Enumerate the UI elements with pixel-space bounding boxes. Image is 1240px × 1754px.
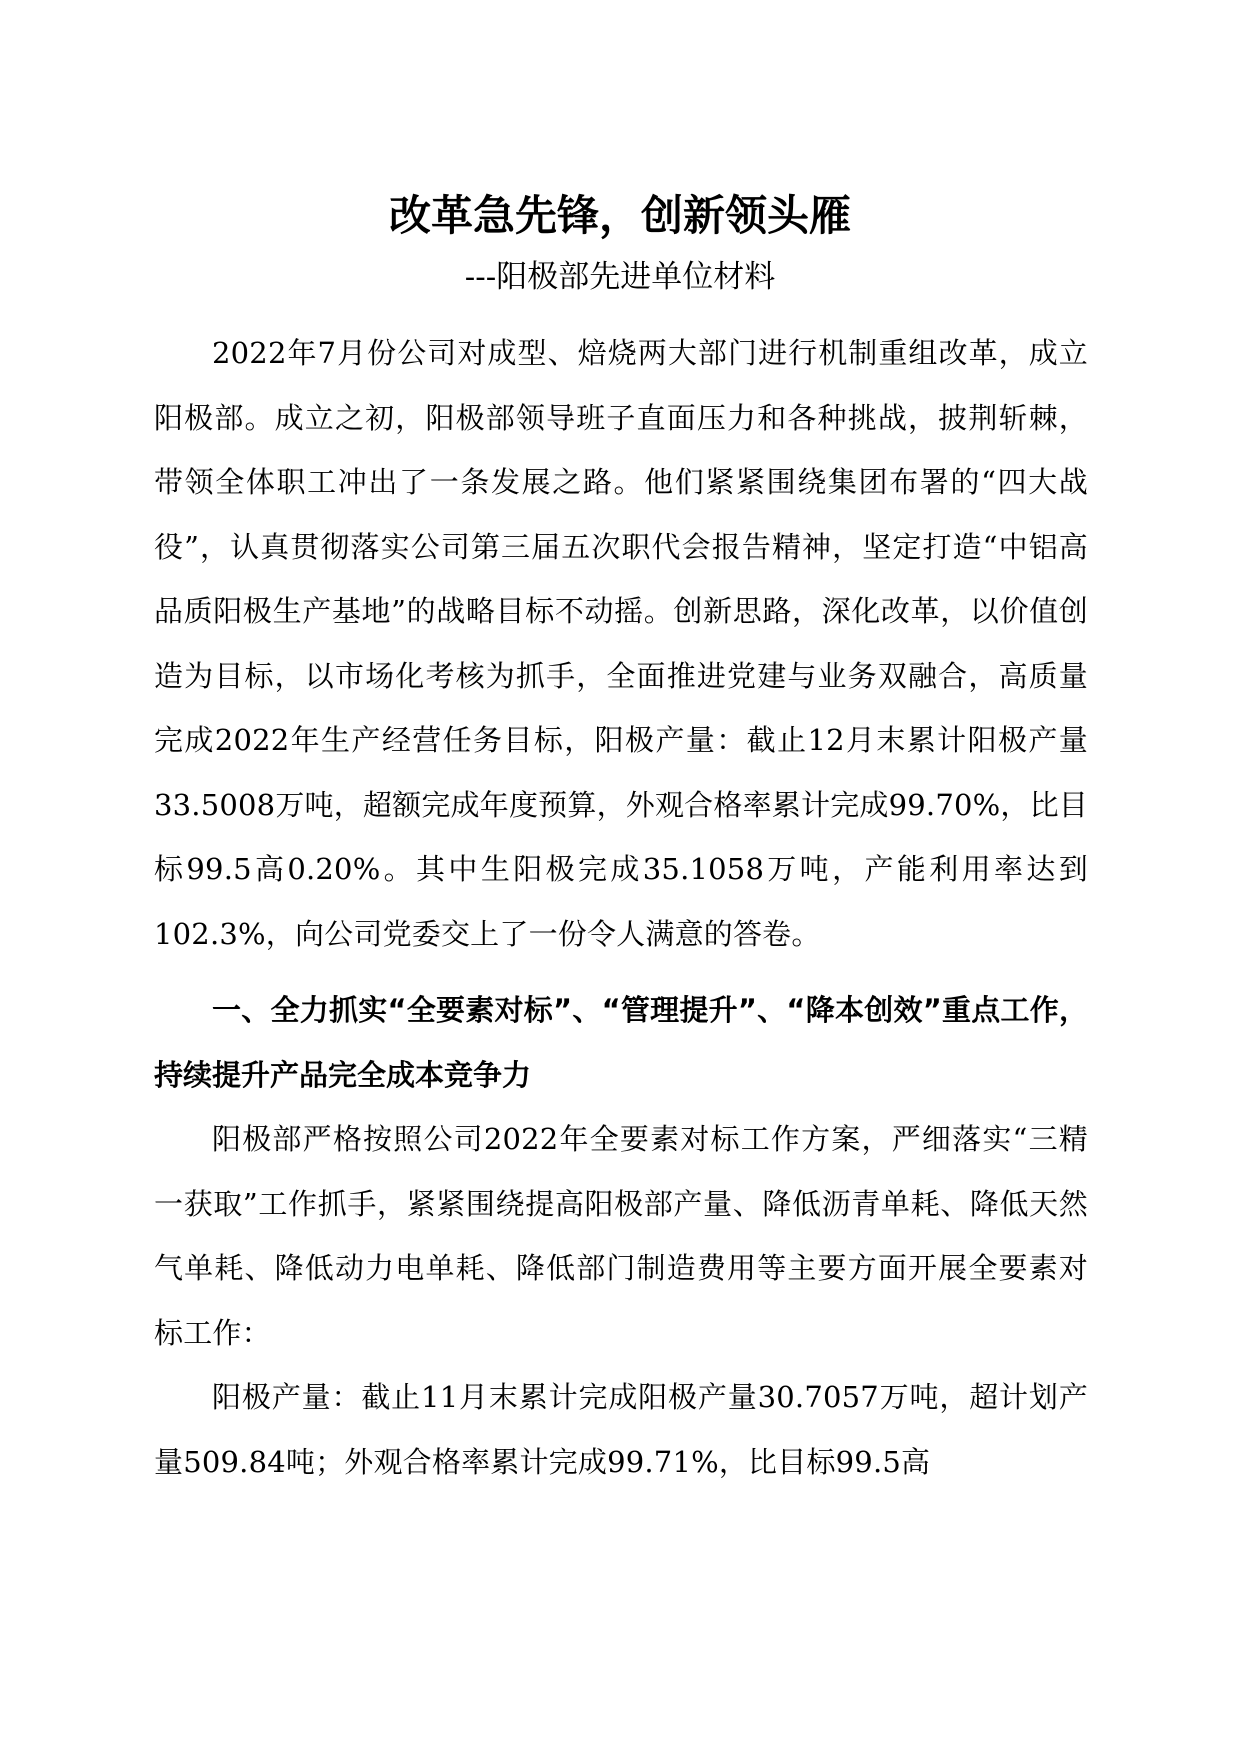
document-subtitle: ---阳极部先进单位材料 <box>464 259 776 295</box>
section-paragraph: 阳极产量：截止11月末累计完成阳极产量30.7057万吨，超计划产量509.84吨；外观合格率累计完成99.71%，比目标99.5高 <box>154 1380 1088 1479</box>
section-heading: 一、全力抓实“全要素对标”、“管理提升”、“降本创效”重点工作，持续提升产品完全成本竞争力 <box>154 993 1088 1092</box>
section-paragraph: 阳极部严格按照公司2022年全要素对标工作方案，严细落实“三精一获取”工作抓手，紧紧围绕提高阳极部产量、降低沥青单耗、降低天然气单耗、降低动力电单耗、降低部门制造费用等主要方面开展全要素对标工作： <box>154 1122 1088 1350</box>
document-title: 改革急先锋，创新领头雁 <box>388 191 851 240</box>
document-body <box>154 321 1088 1494</box>
intro-paragraph: 2022年7月份公司对成型、焙烧两大部门进行机制重组改革，成立阳极部。成立之初，阳极部领导班子直面压力和各种挑战，披荆斩棘，带领全体职工冲出了一条发展之路。他们紧紧围绕集团布署的“四大战役”，认真贯彻落实公司第三届五次职代会报告精神，坚定打造“中铝高品质阳极生产基地”的战略目标不动摇。创新思路，深化改革，以价值创造为目标，以市场化考核为抓手，全面推进党建与业务双融合，高质量完成2022年生产经营任务目标，阳极产量：截止12月末累计阳极产量33.5008万吨，超额完成年度预算，外观合格率累计完成99.70%，比目标99.5高0.20%。其中生阳极完成35.1058万吨，产能利用率达到102.3%，向公司党委交上了一份令人满意的答卷。 <box>154 336 1088 951</box>
